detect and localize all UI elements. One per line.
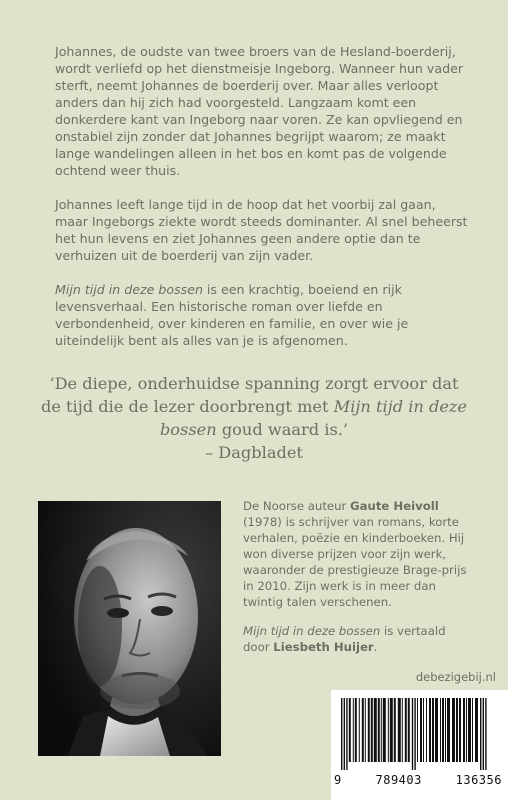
barcode-bar [368, 698, 370, 762]
barcode-bar [485, 698, 486, 770]
blurb-paragraph-2 [55, 196, 470, 264]
barcode-bar [353, 698, 354, 762]
quote-source: – Dagbladet [205, 443, 303, 462]
barcode-bar [429, 698, 431, 762]
barcode-bar [349, 698, 351, 762]
barcode-bar [378, 698, 380, 762]
barcode-bar [394, 698, 396, 762]
blurb-paragraph-3 [55, 281, 470, 349]
barcode-bar [435, 698, 438, 762]
barcode-bar [414, 698, 415, 770]
back-cover-blurb [55, 43, 470, 349]
translation-end: . [373, 640, 378, 654]
barcode-bar [456, 698, 458, 762]
author-photo [38, 501, 221, 756]
isbn-number [334, 773, 502, 787]
barcode-bar [341, 698, 342, 770]
quote-text-1: ‘De diepe, onderhuidse spanning zorgt ervoor dat de tijd die de lezer doorbrengt met [40, 374, 459, 416]
barcode-bar [398, 698, 401, 762]
translator-name: Liesbeth Huijer [273, 640, 374, 654]
isbn-group-1: 789403 [375, 773, 422, 787]
barcode-bar [452, 698, 455, 762]
quote-book-title: Mijn tijd in deze bossen [159, 397, 468, 439]
author-bio-paragraph [243, 498, 475, 610]
author-bio [243, 498, 475, 668]
quote-text-2: goud waard is.’ [216, 420, 349, 439]
translation-text: is vertaald door [243, 624, 446, 654]
barcode-bar [365, 698, 366, 762]
barcode-bar [440, 698, 441, 762]
translation-book-title: Mijn tijd in deze bossen [243, 624, 381, 638]
barcode-bar [362, 698, 364, 762]
barcode-bar [466, 698, 467, 762]
barcode-bar [420, 698, 422, 762]
blurb-book-title: Mijn tijd in deze bossen [55, 282, 203, 297]
barcode-bar [417, 698, 418, 762]
barcode-bar [402, 698, 403, 762]
press-quote [40, 372, 468, 464]
barcode-bar [383, 698, 386, 762]
blurb-text-1: Johannes, de oudste van twee broers van de Hesland-boerderij, wordt verliefd op het dienstmeisje Ingeborg. Wanneer hun vader sterft, neemt Johannes de boerderij over. Maar alles verloopt anders dan hij zich had voorgesteld. Langzaam komt een donkerdere kant van Ingeborg naar voren. Ze kan opvliegend en onstabiel zijn zonder dat Johannes begrijpt waarom; ze maakt lange wandelingen alleen in het bos en komt pas de volgende ochtend weer thuis. [55, 44, 464, 178]
isbn-lead-digit: 9 [334, 773, 342, 787]
bio-intro: De Noorse auteur [243, 499, 351, 513]
barcode-bar [359, 698, 360, 762]
bio-text: (1978) is schrijver van romans, korte verhalen, poëzie en kinderboeken. Hij won diverse prijzen voor zijn werk, waaronder de prestigieuze Brage-prijs in 2010. Zijn werk is in meer dan twintig talen verschenen. [243, 515, 467, 609]
barcode-bar [423, 698, 424, 762]
publisher-website: debezigebij.nl [415, 670, 496, 684]
barcode-bar [447, 698, 450, 762]
isbn-group-2: 136356 [455, 773, 502, 787]
barcode-bar [442, 698, 444, 762]
barcode-bar [390, 698, 393, 762]
barcode-bar [346, 698, 347, 770]
barcode-bar [408, 698, 410, 762]
blurb-text-2: Johannes leeft lange tijd in de hoop dat het voorbij zal gaan, maar Ingeborgs ziekte wordt steeds dominanter. Al snel beheerst het hun levens en ziet Johannes geen andere optie dan te verhuizen uit de boerderij van zijn vader. [55, 197, 468, 263]
barcode-bar [472, 698, 473, 762]
author-portrait-illustration [38, 501, 221, 756]
blurb-text-3: is een krachtig, boeiend en rijk levensverhaal. Een historische roman over liefde en verbondenheid, over kinderen en familie, en over wie je uiteindelijk bent als alles van je is afgenomen. [55, 282, 409, 348]
barcode-bar [405, 698, 407, 762]
author-name: Gaute Heivoll [350, 499, 439, 513]
barcode-bar [432, 698, 434, 762]
barcode-bar [355, 698, 357, 762]
barcode-bar [480, 698, 481, 770]
barcode-bar [463, 698, 465, 762]
barcode-bar [388, 698, 389, 762]
blurb-paragraph-1 [55, 43, 470, 179]
barcode-bar [459, 698, 461, 762]
barcode-bar [426, 698, 427, 762]
barcode-bar [381, 698, 382, 762]
barcode-bar [475, 698, 478, 762]
barcode-bar [371, 698, 373, 762]
barcode-bar [468, 698, 471, 762]
barcode-bar [374, 698, 377, 762]
barcode-bar [445, 698, 446, 762]
barcode-bar [483, 698, 484, 770]
barcode-bar [344, 698, 345, 770]
barcode-bar [412, 698, 413, 770]
translation-credit [243, 623, 475, 655]
